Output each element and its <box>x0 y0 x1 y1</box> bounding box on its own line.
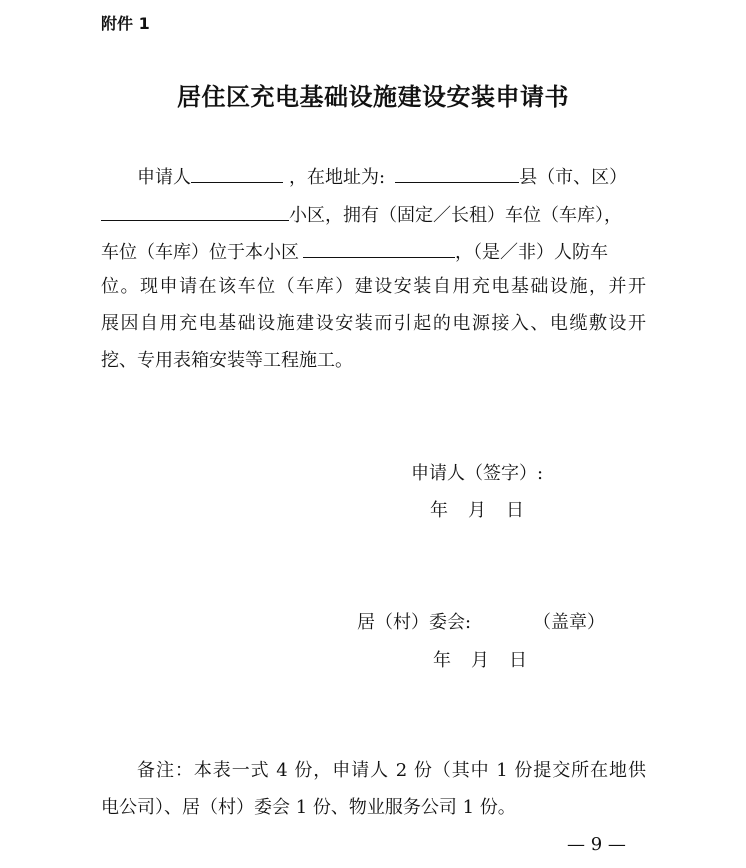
committee-year: 年 <box>433 650 451 671</box>
attachment-label: 附件 1 <box>101 14 150 33</box>
parking-location-text: 车位（车库）位于本小区 <box>101 242 299 263</box>
body-line-2 <box>101 200 646 229</box>
body-line-4: 位。现申请在该车位（车库）建设安装自用充电基础设施，并开 <box>101 276 646 297</box>
county-blank[interactable] <box>395 162 519 183</box>
page-number: — 9 — <box>567 834 626 855</box>
body-line-5: 展因自用充电基础设施建设安装而引起的电源接入、电缆敷设开 <box>101 313 646 334</box>
applicant-date <box>430 498 524 524</box>
applicant-day: 日 <box>506 500 524 521</box>
note-line-1: 备注：本表一式 4 份，申请人 2 份（其中 1 份提交所在地供 <box>137 760 646 781</box>
applicant-text: 申请人 <box>137 167 191 188</box>
community-blank[interactable] <box>101 200 289 221</box>
county-text: 县（市、区） <box>519 167 628 188</box>
document-title: 居住区充电基础设施建设安装申请书 <box>177 82 569 111</box>
applicant-name-blank[interactable] <box>191 162 283 183</box>
applicant-year: 年 <box>430 500 448 521</box>
committee-seal: （盖章） <box>533 612 605 633</box>
applicant-month: 月 <box>468 500 486 521</box>
civil-defense-text: ，（是／非）人防车 <box>455 242 608 263</box>
note-line-2: 电公司）、居（村）委会 1 份、物业服务公司 1 份。 <box>101 797 516 818</box>
body-line-1 <box>137 162 646 191</box>
committee-day: 日 <box>509 650 527 671</box>
committee-date <box>433 648 527 674</box>
body-line-6: 挖、专用表箱安装等工程施工。 <box>101 350 353 371</box>
address-text: ，在地址为: <box>289 167 386 188</box>
committee-label: 居（村）委会: <box>357 612 472 633</box>
parking-location-blank[interactable] <box>303 237 455 258</box>
committee-month: 月 <box>471 650 489 671</box>
body-line-3 <box>101 237 646 266</box>
community-text: 小区，拥有（固定／长租）车位（车库）， <box>289 205 622 226</box>
applicant-signature-label: 申请人（签字）: <box>411 463 544 484</box>
